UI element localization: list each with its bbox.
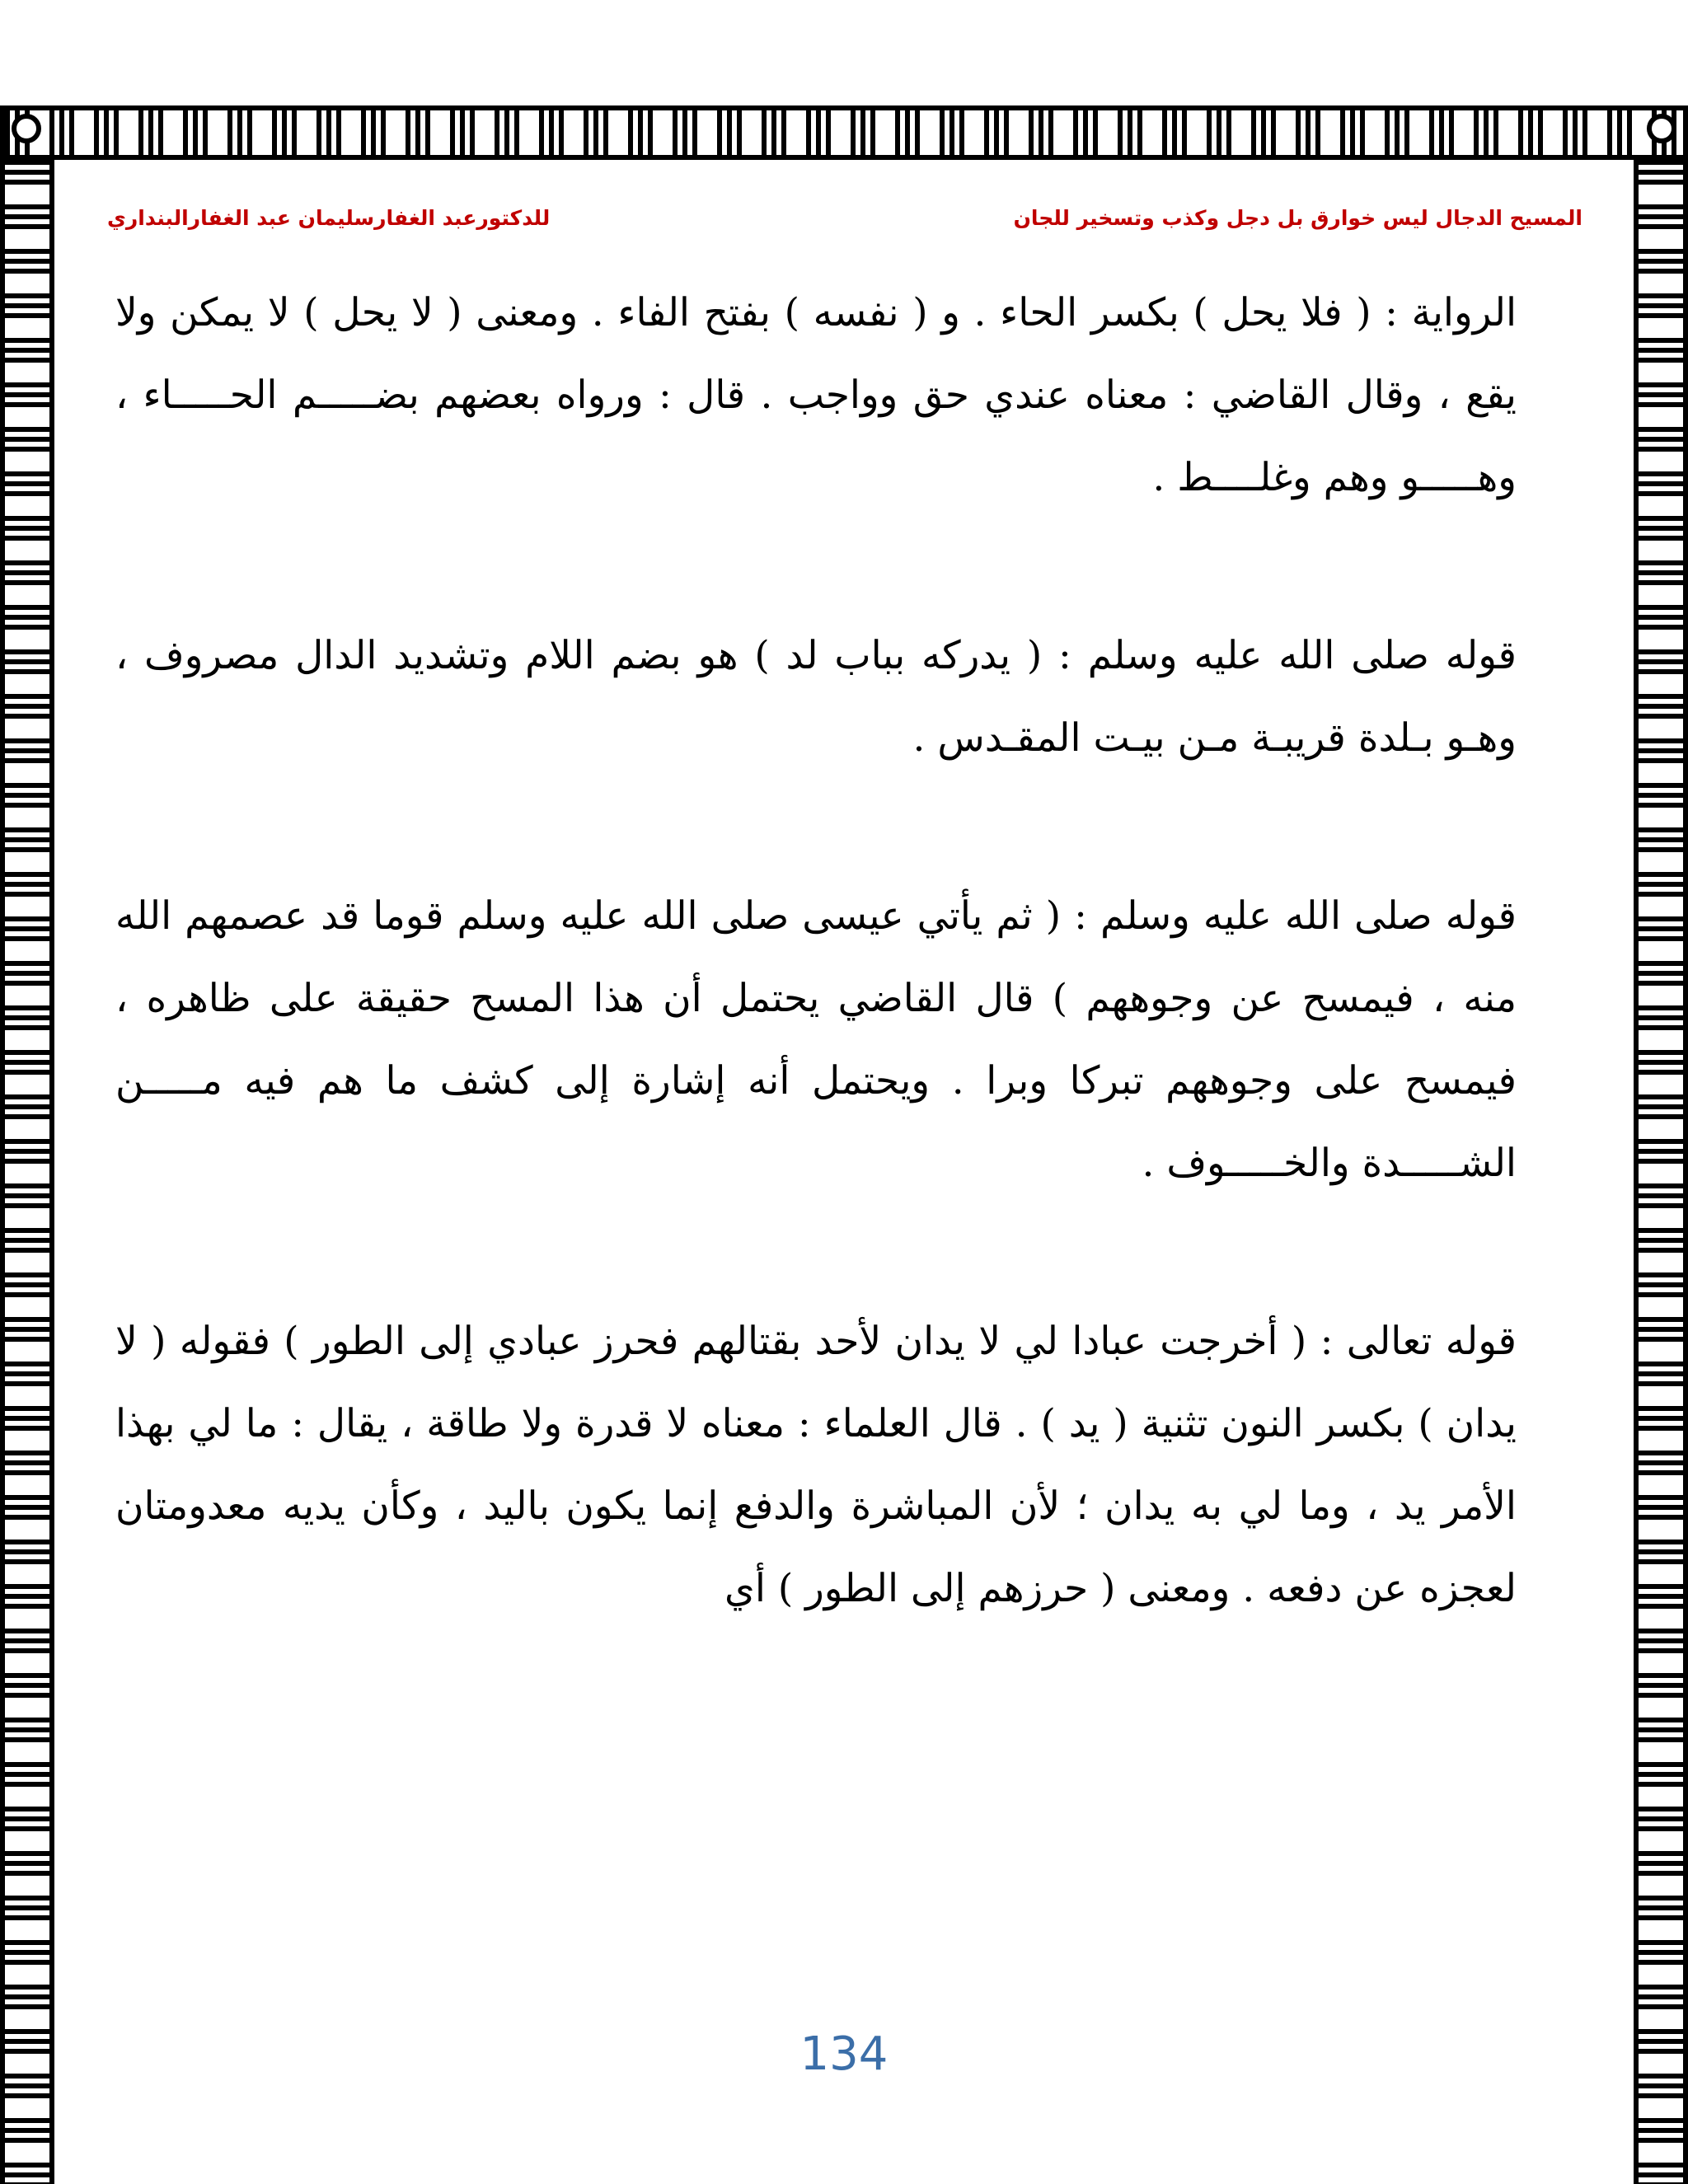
border-top xyxy=(0,105,1688,160)
page-number: 134 xyxy=(799,2027,889,2081)
corner-ornament-right xyxy=(1647,114,1676,143)
paragraph-1: الرواية : ( فلا يحل ) بكسر الحاء . و ( نفسه ) بفتح الفاء . ومعنى ( لا يحل ) لا يمكن ولا يقع ، وقال القاضي : معناه عندي حق وواجب . قال : ورواه بعضهم بضـــــم الحـــــاء ، وهـــــو وهم وغلــــط . xyxy=(115,290,1517,500)
paragraph-spacer xyxy=(115,780,1517,875)
paragraph-spacer xyxy=(115,519,1517,615)
paragraph-2: قوله صلى الله عليه وسلم : ( يدركه بباب لد ) هو بضم اللام وتشديد الدال مصروف ، وهـو بـلدة قريبـة مـن بيـت المقـدس . xyxy=(115,633,1517,761)
paragraph-4: قوله تعالى : ( أخرجت عبادا لي لا يدان لأحد بقتالهم فحرز عبادي إلى الطور ) فقوله ( لا يدان ) بكسر النون تثنية ( يد ) . قال العلماء : معناه لا قدرة ولا طاقة ، يقال : ما لي بهذا الأمر يد ، وما لي به يدان ؛ لأن المباشرة والدفع إنما يكون باليد ، وكأن يديه معدومتان لعجزه عن دفعه . ومعنى ( حرزهم إلى الطور ) أي xyxy=(115,1319,1517,1611)
author-name: للدكتورعبد الغفارسليمان عبد الغفارالبنداري xyxy=(107,206,551,230)
running-header xyxy=(107,206,1582,239)
border-left xyxy=(0,160,54,2184)
corner-ornament-left xyxy=(12,114,41,143)
paragraph-spacer xyxy=(115,1205,1517,1301)
border-right xyxy=(1634,160,1688,2184)
book-title: المسيح الدجال ليس خوارق بل دجل وكذب وتسخير للجان xyxy=(1013,206,1582,230)
page-body xyxy=(115,272,1517,1630)
paragraph-3: قوله صلى الله عليه وسلم : ( ثم يأتي عيسى صلى الله عليه وسلم قوما قد عصمهم الله منه ، فيمسح عن وجوههم ) قال القاضي يحتمل أن هذا المسح حقيقة على ظاهره ، فيمسح على وجوههم تبركا وبرا . ويحتمل أنه إشارة إلى كشف ما هم فيه مـــــن الشـــــدة والخـــــوف . xyxy=(115,893,1517,1186)
